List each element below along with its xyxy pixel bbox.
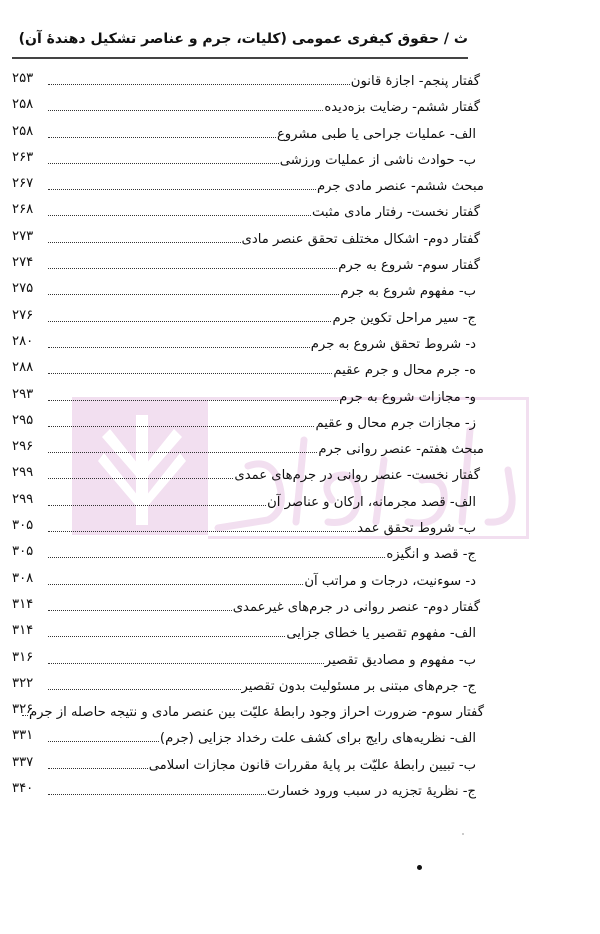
toc-entry[interactable] — [12, 751, 484, 777]
toc-entry[interactable] — [12, 724, 484, 750]
toc-entry-page: ۲۹۶ — [12, 439, 34, 455]
toc-entry-page: ۲۷۵ — [12, 281, 34, 297]
toc-entry-title: گفتار پنجم- اجازهٔ قانون — [350, 74, 480, 89]
toc-entry[interactable] — [12, 93, 484, 119]
toc-entry-page: ۲۹۳ — [12, 386, 34, 402]
toc-entry-title: گفتار سوم- ضرورت احراز وجود رابطهٔ علیّت بین عنصر مادی و نتیجه حاصله از جرم — [28, 705, 484, 721]
leader-dots — [48, 242, 241, 243]
toc-entry-page: ۲۸۸ — [12, 360, 34, 376]
toc-entry-page: ۳۳۱ — [12, 728, 34, 744]
leader-dots — [48, 794, 266, 795]
toc-entry[interactable] — [12, 251, 484, 277]
toc-entry-title: ب- تبیین رابطهٔ علیّت بر پایهٔ مقررات قانون مجازات اسلامی — [148, 757, 476, 773]
toc-entry-title: گفتار ششم- رضایت بزه‌دیده — [324, 100, 480, 116]
toc-entry-page: ۳۱۴ — [12, 623, 34, 639]
toc-entry-title: گفتار نخست- رفتار مادی مثبت — [311, 205, 480, 221]
toc-entry-title: ج- سیر مراحل تکوین جرم — [332, 310, 476, 326]
toc-entry-page: ۳۳۷ — [12, 754, 34, 770]
toc-entry-page: ۳۴۰ — [12, 781, 34, 797]
toc-entry-page: ۳۲۲ — [12, 675, 34, 691]
leader-dots — [48, 452, 317, 453]
toc-entry-page: ۲۶۷ — [12, 176, 34, 192]
page-dot-mark — [417, 865, 422, 870]
toc-entry[interactable] — [12, 225, 484, 251]
toc-entry-page: ۲۷۶ — [12, 307, 34, 323]
toc-entry-title: د- سوءنیت، درجات و مراتب آن — [304, 573, 476, 589]
toc-entry[interactable] — [12, 409, 484, 435]
toc-entry[interactable] — [12, 461, 484, 487]
toc-entry-title: د- شروط تحقق شروع به جرم — [310, 336, 476, 352]
toc-entry-page: ۲۸۰ — [12, 333, 34, 349]
toc-entry-page: ۳۰۵ — [12, 544, 34, 560]
leader-dots — [48, 768, 148, 769]
leader-dots — [48, 636, 285, 637]
toc-entry[interactable] — [12, 567, 484, 593]
leader-dots — [48, 505, 266, 506]
leader-dots — [48, 610, 232, 611]
header-title: ث / حقوق کیفری عمومی (کلیات، جرم و عناصر تشکیل دهندهٔ آن) — [18, 31, 468, 47]
toc-entry-page: ۳۰۸ — [12, 570, 34, 586]
leader-dots — [48, 478, 233, 479]
leader-dots — [48, 137, 276, 138]
toc-entry-title: گفتار دوم- اشکال مختلف تحقق عنصر مادی — [241, 231, 480, 247]
toc-entry-title: و- مجازات شروع به جرم — [339, 389, 476, 405]
toc-entry-title: ه- جرم محال و جرم عقیم — [333, 363, 476, 379]
leader-dots — [48, 84, 350, 85]
toc-entry[interactable] — [12, 672, 484, 698]
leader-dots — [48, 294, 339, 295]
toc-entry-page: ۲۶۳ — [12, 149, 34, 165]
toc-entry-page: ۲۶۸ — [12, 202, 34, 218]
header-rule — [12, 57, 468, 59]
toc-entry-page: ۲۷۳ — [12, 228, 34, 244]
leader-dots — [48, 110, 323, 111]
leader-dots — [48, 347, 310, 348]
toc-entry-title: الف- قصد مجرمانه، ارکان و عناصر آن — [267, 494, 476, 510]
leader-dots — [48, 373, 332, 374]
table-of-contents — [12, 67, 484, 803]
leader-dots — [48, 689, 241, 690]
toc-entry-page: ۲۵۳ — [12, 71, 34, 86]
toc-entry-title: مبحث هفتم- عنصر روانی جرم — [318, 442, 484, 458]
toc-entry[interactable] — [12, 619, 484, 645]
toc-entry[interactable] — [12, 120, 484, 146]
toc-entry-page: ۲۷۴ — [12, 255, 34, 271]
leader-dots — [48, 557, 385, 558]
running-header — [12, 27, 468, 53]
toc-entry-title: ب- مفهوم شروع به جرم — [340, 284, 476, 300]
toc-entry-page: ۲۵۸ — [12, 123, 34, 139]
toc-entry[interactable] — [12, 593, 484, 619]
toc-entry[interactable] — [12, 383, 484, 409]
toc-entry[interactable] — [12, 488, 484, 514]
toc-entry[interactable] — [12, 277, 484, 303]
toc-entry[interactable] — [12, 646, 484, 672]
toc-entry[interactable] — [12, 67, 484, 93]
leader-dots — [48, 426, 314, 427]
leader-dots — [48, 584, 303, 585]
leader-dots — [48, 268, 337, 269]
toc-entry[interactable] — [12, 330, 484, 356]
toc-entry-title: ب- حوادث ناشی از عملیات ورزشی — [279, 152, 476, 168]
toc-entry-page: ۳۱۴ — [12, 596, 34, 612]
toc-entry-title: ج- قصد و انگیزه — [386, 547, 476, 563]
toc-entry[interactable] — [12, 172, 484, 198]
toc-entry[interactable] — [12, 698, 484, 724]
leader-dots — [48, 215, 311, 216]
toc-entry-page: ۳۲۶ — [12, 702, 34, 718]
toc-entry-page: ۲۵۸ — [12, 97, 34, 113]
leader-dots — [48, 163, 279, 164]
toc-entry-title: الف- عملیات جراحی یا طبی مشروع — [276, 126, 476, 142]
toc-entry[interactable] — [12, 198, 484, 224]
toc-entry-page: ۲۹۹ — [12, 465, 34, 481]
toc-entry[interactable] — [12, 146, 484, 172]
toc-entry-page: ۳۱۶ — [12, 649, 34, 665]
toc-entry-title: مبحث ششم- عنصر مادی جرم — [316, 179, 484, 195]
toc-entry-title: ز- مجازات جرم محال و عقیم — [315, 415, 476, 431]
toc-entry[interactable] — [12, 540, 484, 566]
toc-entry-title: ج- جرم‌های مبتنی بر مسئولیت بدون تقصیر — [241, 678, 476, 694]
leader-dots — [48, 741, 159, 742]
toc-entry-title: الف- مفهوم تقصیر یا خطای جزایی — [286, 626, 476, 642]
toc-entry-title: گفتار سوم- شروع به جرم — [338, 258, 480, 274]
toc-entry[interactable] — [12, 356, 484, 382]
leader-dots — [48, 531, 356, 532]
toc-entry-title: الف- نظریه‌های رایج برای کشف علت رخداد جزایی (جرم) — [159, 731, 476, 747]
leader-dots — [48, 663, 324, 664]
toc-entry-title: ب- شروط تحقق عمد — [357, 521, 476, 537]
toc-entry-page: ۳۰۵ — [12, 518, 34, 534]
toc-entry-page: ۲۹۵ — [12, 412, 34, 428]
toc-entry-page: ۲۹۹ — [12, 491, 34, 507]
toc-entry-title: گفتار دوم- عنصر روانی در جرم‌های غیرعمدی — [232, 599, 480, 615]
toc-entry[interactable] — [12, 514, 484, 540]
toc-entry-title: ج- نظریهٔ تجزیه در سبب ورود خسارت — [266, 784, 476, 800]
leader-dots — [48, 400, 338, 401]
scan-speck — [462, 833, 464, 835]
toc-entry[interactable] — [12, 435, 484, 461]
toc-entry-title: گفتار نخست- عنصر روانی در جرم‌های عمدی — [234, 468, 480, 484]
toc-entry[interactable] — [12, 777, 484, 803]
toc-entry-title: ب- مفهوم و مصادیق تقصیر — [324, 652, 476, 668]
leader-dots — [48, 189, 316, 190]
toc-entry[interactable] — [12, 304, 484, 330]
leader-dots — [48, 321, 331, 322]
